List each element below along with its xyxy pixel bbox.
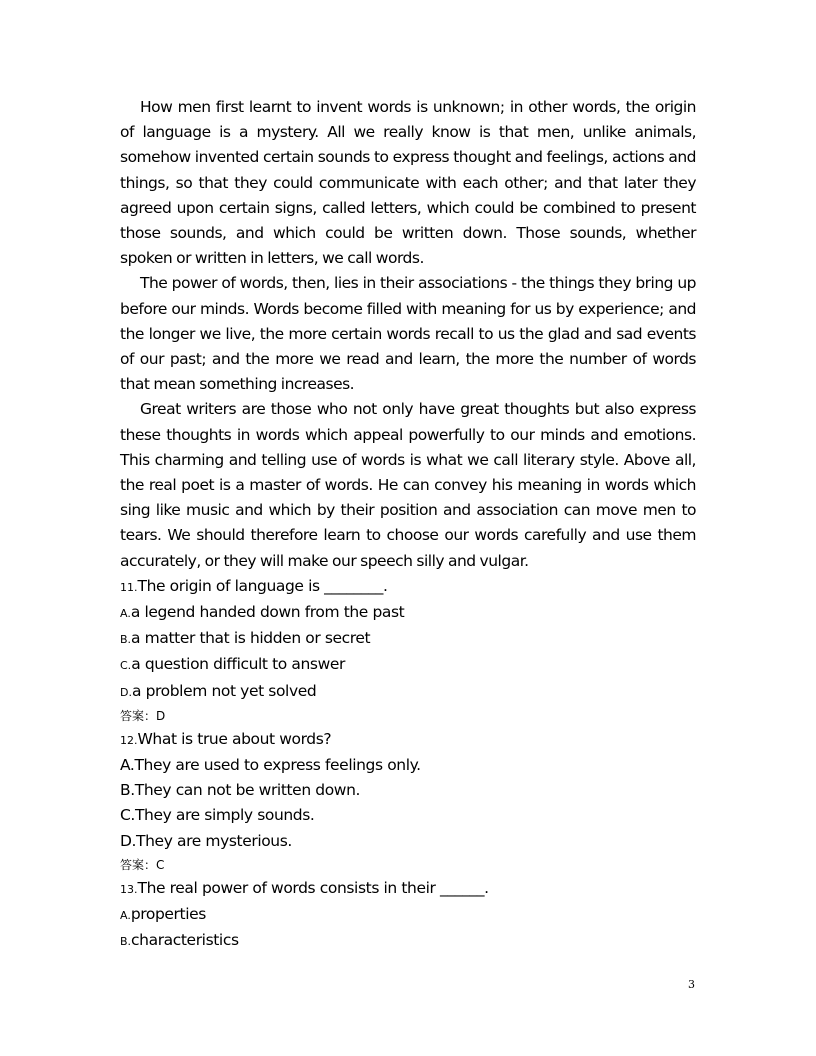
question-number: 12. [120,733,138,747]
question-stem [120,876,696,902]
page-content [120,95,696,955]
question-text: The origin of language is ________. [137,576,388,595]
option-b [120,626,696,652]
option-d [120,679,696,705]
option-letter: B. [120,633,132,647]
option-letter: B. [120,935,132,949]
option-c [120,652,696,678]
option-text: properties [130,905,206,924]
option-b [120,928,696,954]
option-letter: A. [120,607,131,621]
question-number: 13. [120,882,138,896]
question-stem [120,727,696,753]
option-text: a matter that is hidden or secret [131,629,371,648]
option-a [120,902,696,928]
question-12 [120,727,696,876]
option-c: C.They are simply sounds. [120,806,315,825]
page-number: 3 [688,978,695,991]
option-b: B.They can not be written down. [120,781,361,800]
option-text: a legend handed down from the past [130,603,405,622]
answer-key: 答案：D [120,708,166,723]
answer-key: 答案：C [120,857,165,872]
question-13 [120,876,696,955]
option-a [120,600,696,626]
passage-paragraph-1: How men first learnt to invent words is unknown; in other words, the origin of language is a mystery. All we really know is that men, unlike animals, somehow invented certain sounds to express thought and feelings, actions and things, so that they could communicate with each other; and that later they agreed upon certain signs, called letters, which could be combined to present those sounds, and which could be written down. Those sounds, whether spoken or written in letters, we call words. [120,98,696,268]
question-11 [120,574,696,727]
option-text: a problem not yet solved [131,681,317,700]
option-d: D.They are mysterious. [120,831,292,850]
question-number: 11. [120,580,138,594]
option-letter: D. [120,685,132,699]
option-a: A.They are used to express feelings only. [120,756,421,775]
question-text: What is true about words? [137,729,332,748]
option-letter: A. [120,909,131,923]
option-letter: C. [120,659,132,673]
question-text: The real power of words consists in their ______. [137,878,489,897]
option-text: a question difficult to answer [131,655,345,674]
question-stem [120,574,696,600]
passage-paragraph-2: The power of words, then, lies in their associations - the things they bring up before our minds. Words become filled with meaning for us by experience; and the longer we live, the more certain words recall to us the glad and sad events of our past; and the more we read and learn, the more the number of words that mean something increases. [120,274,696,394]
passage-paragraph-3: Great writers are those who not only have great thoughts but also express these thoughts in words which appeal powerfully to our minds and emotions. This charming and telling use of words is what we call literary style. Above all, the real poet is a master of words. He can convey his meaning in words which sing like music and which by their position and association can move men to tears. We should therefore learn to choose our words carefully and use them accurately, or they will make our speech silly and vulgar. [120,400,696,570]
option-text: characteristics [131,931,239,950]
